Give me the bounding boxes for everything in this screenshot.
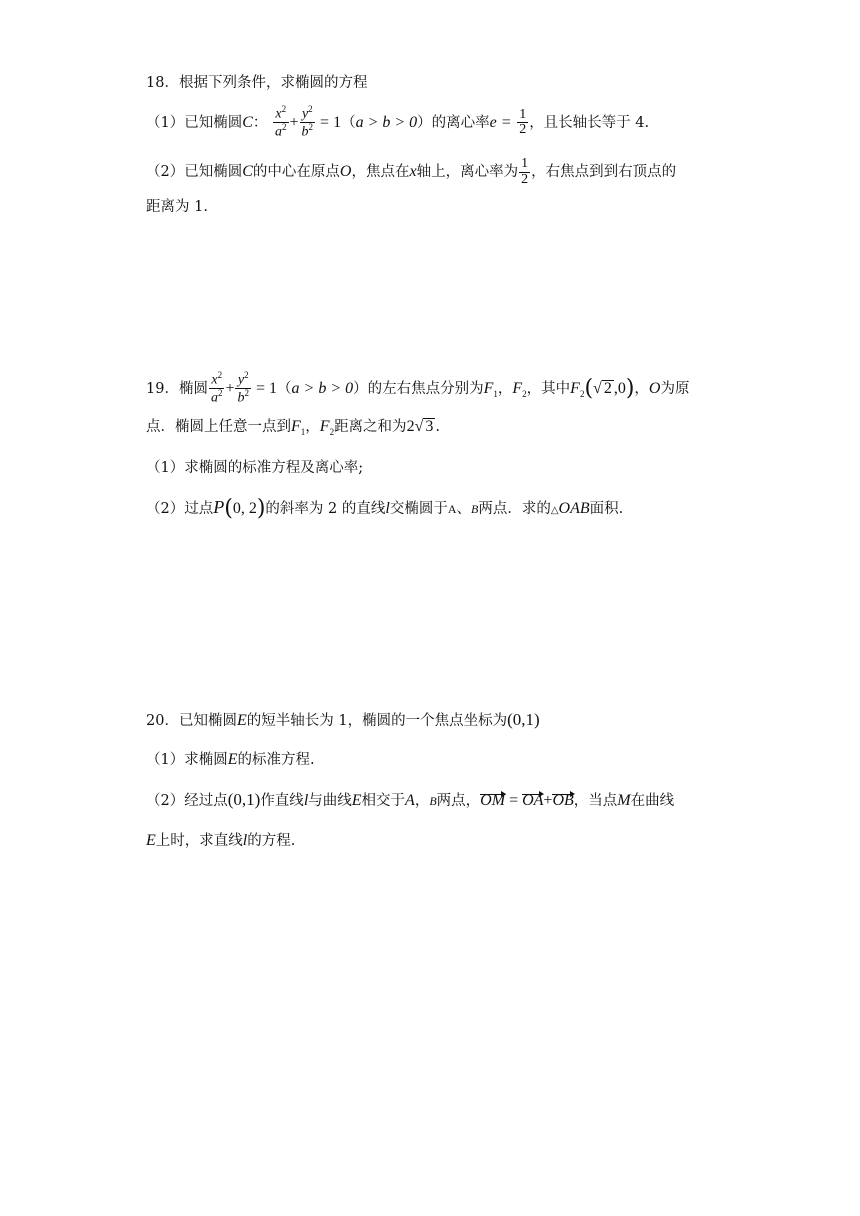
q19-f2: $F_2$	[512, 379, 527, 400]
q19-p2-end: 面积.	[589, 501, 624, 517]
q19-mid1: 的左右焦点分别为	[367, 380, 484, 397]
q20-plus: +	[543, 792, 553, 809]
q18-part2	[146, 157, 676, 187]
vector-om: OM	[480, 792, 506, 809]
q20-p2-mid5: ，当点	[573, 793, 618, 809]
q19-p2-mid: 的斜率为 2 的直线	[265, 501, 386, 517]
fraction-y2-b2: $\frac{y^2}{b^2}$	[301, 104, 314, 140]
q20-part2	[146, 791, 674, 809]
q18-p2-mid2: ，焦点在	[351, 164, 410, 181]
q20-prefix: 20．已知椭圆	[146, 713, 237, 729]
q20-p1-end: 的标准方程.	[237, 752, 315, 768]
q18-p1-prefix: （1）已知椭圆	[146, 114, 243, 131]
q20-part2-line2	[146, 833, 295, 849]
q19-point-b: B	[471, 502, 479, 516]
q18-title-text: 18．根据下列条件，求椭圆的方程	[146, 75, 368, 91]
q18-p2-tail: ，右焦点到到右顶点的	[531, 164, 677, 181]
q20-part1	[146, 752, 315, 768]
q18-p2-c: C	[242, 163, 253, 181]
q19-mid2: ，其中	[526, 380, 571, 397]
q20-comma: ，	[414, 793, 430, 809]
vector-oa: OA	[522, 792, 544, 809]
q18-p2-x: x	[409, 163, 417, 181]
vector-ob: OB	[552, 792, 574, 809]
q20-p1-e: E	[227, 751, 238, 768]
q20-point-a: A	[405, 792, 415, 809]
q20-point-b: B	[429, 794, 437, 808]
q18-p1-cond-open: （	[341, 114, 356, 131]
q20-p2-pre: （2）经过点	[146, 793, 228, 809]
q18-p2-mid1: 的中心在原点	[252, 164, 340, 181]
q19-tail: 为原	[660, 380, 690, 397]
q20-line-l: l	[303, 792, 309, 809]
q20-point-m: M	[617, 792, 631, 809]
q19-f1: $F_1$	[483, 379, 498, 400]
q18-p2-mid3: 轴上，离心率为	[416, 164, 519, 181]
q18-p2-origin: O	[339, 163, 352, 181]
fraction-x2-a2: $\frac{x^2}{a^2}$	[275, 104, 287, 140]
q20-p2-mid4: 两点，	[436, 793, 481, 809]
q20-eq: =	[505, 792, 523, 809]
q20-focus-coord: (0,1)	[507, 710, 540, 729]
q18-p1-colon: ：	[252, 114, 268, 131]
q20-line2-end: 上时，求直线	[155, 833, 243, 849]
q20-ellipse-e: E	[236, 712, 247, 729]
triangle-icon: △	[550, 505, 559, 516]
q20-line2-e: E	[146, 832, 156, 849]
q20-p1-pre: （1）求椭圆	[146, 752, 228, 768]
q19-p-coord: 0, 2	[232, 500, 257, 517]
q18-p1-tail: ，且长轴长等于 4.	[529, 114, 650, 131]
q18-part1: （1）已知椭圆C： $\frac{x^2}{a^2}$ + $\frac{y^2}{b^2}$ = 1（a > b > 0）的离心率e = $\frac{1}{2}$ ，且长轴长等于 4.	[146, 104, 650, 140]
q19-triangle-oab: OAB	[558, 500, 590, 517]
q19-three: 3	[425, 418, 434, 435]
q19-coord-tail: ,0	[613, 379, 626, 397]
q20-p2-mid3: 相交于	[361, 793, 406, 809]
q19-stem: 19．椭圆 $\frac{x^2}{a^2}$ + $\frac{y^2}{b^2}$ = 1（a > b > 0）的左右焦点分别为$F_1$，$F_2$，其中$F_2(√$ 2 ,0)，O为原	[146, 370, 690, 406]
q19-p2-mid2: 交椭圆于	[389, 501, 448, 517]
q20-line2-l: l	[242, 832, 248, 849]
eccentricity-eq: e =	[489, 113, 512, 131]
q19-p2-mid3: 两点．求的	[478, 501, 551, 517]
q18-p2-line2-text: 距离为 1.	[146, 199, 208, 215]
q20-p2-mid2: 与曲线	[308, 793, 352, 809]
q19-line2-f1: $F_1$	[291, 418, 306, 438]
q20-stem	[146, 711, 540, 729]
q19-point-a: A	[447, 502, 457, 516]
q19-point-p: P	[213, 497, 225, 517]
q19-line-l: l	[385, 500, 390, 517]
q18-p1-cond-expr: a > b > 0	[355, 113, 418, 131]
q19-line2-pre: 点．椭圆上任意一点到	[146, 419, 291, 435]
q19-p2-pre: （2）过点	[146, 501, 214, 517]
q20-p2-end: 在曲线	[630, 793, 675, 809]
q19-origin: O	[648, 379, 661, 397]
q19-f2-coord: $F_2$	[570, 379, 585, 400]
q19-part2: （2）过点P(0, 2)的斜率为 2 的直线l交椭圆于A、B两点．求的△OAB面积.	[146, 496, 624, 521]
q19-fraction-y2-b2: $\frac{y^2}{b^2}$	[237, 370, 249, 406]
q20-p2-mid1: 作直线	[260, 793, 304, 809]
q19-prefix: 19．椭圆	[146, 380, 208, 397]
q20-mid1: 的短半轴长为 1，椭圆的一个焦点坐标为	[246, 713, 508, 729]
q18-p2-fraction: $\frac{1}{2}$	[521, 156, 529, 187]
q19-fraction-x2-a2: $\frac{x^2}{a^2}$	[210, 370, 223, 406]
q19-dot: 、	[456, 501, 471, 517]
q19-line2-f2: $F_2$	[319, 418, 335, 438]
q19-two: 2	[406, 418, 415, 435]
q20-curve-e: E	[351, 792, 362, 809]
q18-p1-cond-end: ）的离心率	[417, 114, 490, 131]
fraction-one-half: $\frac{1}{2}$	[519, 106, 527, 138]
q19-line2-mid: 距离之和为	[334, 419, 407, 435]
q19-line2-end: .	[435, 419, 440, 435]
q18-title	[146, 76, 367, 91]
q19-part1	[146, 461, 363, 476]
q18-p2-prefix: （2）已知椭圆	[146, 164, 243, 181]
q19-line2-sep: ，	[305, 419, 320, 435]
q19-sep: ，	[497, 380, 513, 397]
q19-p1-text: （1）求椭圆的标准方程及离心率;	[146, 460, 364, 476]
q20-line2-tail: 的方程.	[247, 833, 296, 849]
q19-stem-line2: 点．椭圆上任意一点到$F_1$，$F_2$距离之和为2√ 3 .	[146, 418, 440, 438]
q20-p2-coord: (0,1)	[227, 790, 261, 809]
q19-cond-expr: a > b > 0	[291, 379, 354, 397]
ellipse-name-c: C	[242, 113, 253, 131]
q18-part2-line2	[146, 200, 208, 215]
